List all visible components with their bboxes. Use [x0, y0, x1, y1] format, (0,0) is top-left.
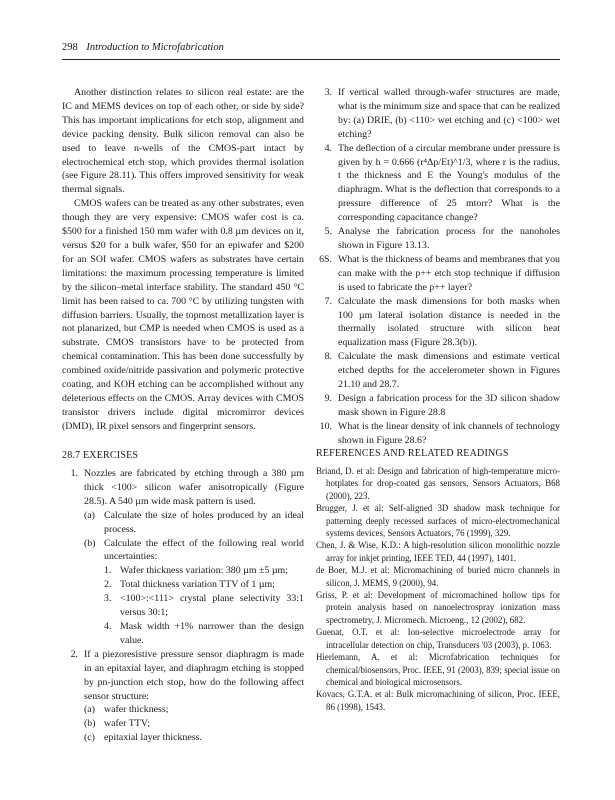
exercise-item: 3. If vertical walled through-wafer structures are made, what is the minimum size and space that can be realized by: (a) DRIE, (b) <110> wet etching and (c) <100> wet etching? [324, 87, 560, 140]
references-heading: REFERENCES AND RELATED READINGS [316, 448, 509, 459]
reference-entry: Brugger, J. et al: Self-aligned 3D shadow mask technique for patterning deeply recessed surfaces of micro-electromechanical systems devices, Sensors Actuators, 76 (1999), 329. [316, 503, 560, 539]
exercise-subitem: (a) Calculate the size of holes produced by an ideal process. [84, 509, 304, 535]
exercise-item: 6S. What is the thickness of beams and membranes that you can make with the p++ etch stop technique if diffusion is used to fabricate the p++ layer? [319, 253, 560, 293]
exercise-subitem: (c) epitaxial layer thickness. [84, 732, 202, 744]
exercise-text: Nozzles are fabricated by etching through a 380 µm thick <100> silicon wafer anisotropically (Figure 28.5). A 540 µm wide mask pattern is used. [84, 468, 304, 507]
exercise-list-left [62, 467, 304, 745]
exercise-item: 4. The deflection of a circular membrane under pressure is given by h = 0.666 (r⁴Δp/Et)^1/3, where r is the radius, t the thickness and E the Young's modulus of the diaphragm. What is the deflection that corresponds to a pressure difference of 25 mtorr? What is the corresponding capacitance change? [324, 142, 560, 224]
exercise-subitem: (a) wafer thickness; [84, 704, 169, 716]
reference-entry: de Boer, M.J. et al: Micromachining of buried micro channels in silicon, J. MEMS, 9 (2000), 94. [316, 565, 560, 588]
exercise-item: 9. Design a fabrication process for the 3D silicon shadow mask shown in Figure 28.8 [324, 392, 560, 418]
exercise-subitem: (b) Calculate the effect of the following real world uncertainties: [84, 537, 304, 563]
exercise-subsubitem: 1. Wafer thickness variation: 380 µm ±5 µm; [104, 565, 288, 577]
reference-entry: Kovacs, G.T.A. et al: Bulk micromachining of silicon, Proc. IEEE, 86 (1998), 1543. [316, 689, 560, 712]
reference-entry: Chen, J. & Wise, K.D.: A high-resolution silicon monolithic nozzle array for inkjet printing, IEEE TED, 44 (1997), 1401. [316, 540, 560, 563]
header-rule [62, 59, 560, 60]
exercise-list-right [316, 86, 560, 448]
body-paragraph: Another distinction relates to silicon real estate: are the IC and MEMS devices on top of each other, or side by side? This has important implications for etch stop, alignment and device packing density. Bulk silicon removal can also be used to leave n-wells of the CMOS-part intact by electrochemical etch stop, which provides thermal isolation (see Figure 28.11). This offers improved sensitivity for weak thermal signals. [62, 87, 304, 196]
exercise-text: If a piezoresistive pressure sensor diaphragm is made in an epitaxial layer, and diaphragm etching is stopped by pn-junction etch stop, how do the following affect sensor structure: [84, 648, 304, 702]
running-title: Introduction to Microfabrication [86, 42, 224, 53]
exercise-item [62, 648, 304, 745]
body-paragraph: CMOS wafers can be treated as any other substrates, even though they are very expensive: CMOS wafer cost is ca. $500 for a finished 150 mm wafer with 0.8 µm devices on it, versus $20 for a bulk wafer, $50 for an epiwafer and $200 for an SOI wafer. CMOS wafers as substrates have certain limitations: the maximum processing temperature is limited by the silicon–metal interface stability. The standard 450 °C limit has been raised to ca. 700 °C by utilizing tungsten with diffusion barriers. Usually, the topmost metallization layer is not planarized, but CMP is needed when CMOS is used as a substrate. CMOS transistors have to be protected from chemical contamination. This has been done successfully by combined oxide/nitride passivation and polymeric protective coating, and KOH etching can be accomplished without any deleterious effects on the CMOS. Array devices with CMOS transistor drivers include digital micromirror devices (DMD), IR pixel sensors and fingerprint sensors. [62, 198, 304, 432]
exercise-number: 1. [70, 468, 78, 479]
exercise-subitem: (b) wafer TTV; [84, 718, 150, 730]
body-text-column [62, 86, 304, 434]
page-number: 298 [62, 42, 78, 53]
exercises-heading: 28.7 EXERCISES [62, 450, 139, 461]
reference-entry: Griss, P. et al: Development of micromachined hollow tips for protein analysis based on nanoelectrospray ionization mass spectrometry, J. Micromech. Microeng., 12 (2002), 682. [316, 590, 560, 625]
exercise-number: 2. [70, 648, 78, 660]
reference-entry: Guenat, O.T. et al: Ion-selective microelectrode array for intracellular detection on chip, Transducers '03 (2003), p. 1063. [316, 627, 560, 650]
exercise-subsubitem: 2. Total thickness variation TTV of 1 µm; [104, 579, 275, 591]
exercise-item: 8. Calculate the mask dimensions and estimate vertical etched depths for the accelerometer shown in Figures 21.10 and 28.7. [324, 351, 560, 391]
reference-entry: Briand, D. et al: Design and fabrication of high-temperature micro-hotplates for drop-coated gas sensors, Sensors Actuators, B68 (2000), 223. [316, 466, 560, 501]
exercise-subsubitem: 3. <100>:<111> crystal plane selectivity 33:1 versus 30:1; [104, 593, 304, 619]
exercise-item: 10. What is the linear density of ink channels of technology shown in Figure 28.6? [319, 420, 560, 446]
reference-entry: Hierlemann, A. et al: Microfabrication techniques for chemical/biosensors, Proc. IEEE, 91 (2003), 839; special issue on chemical and biological microsensors. [316, 652, 560, 687]
exercise-subsubitem: 4. Mask width +1% narrower than the design value. [104, 620, 304, 646]
running-header [62, 42, 560, 53]
exercise-item: 5. Analyse the fabrication process for the nanoholes shown in Figure 13.13. [324, 226, 560, 251]
exercise-item [62, 467, 304, 648]
exercise-item: 7. Calculate the mask dimensions for both masks when 100 µm lateral isolation distance is needed in the thermally isolated structure with silicon heat equalization mass (Figure 28.3(b)). [324, 295, 560, 349]
reference-list [316, 465, 560, 713]
